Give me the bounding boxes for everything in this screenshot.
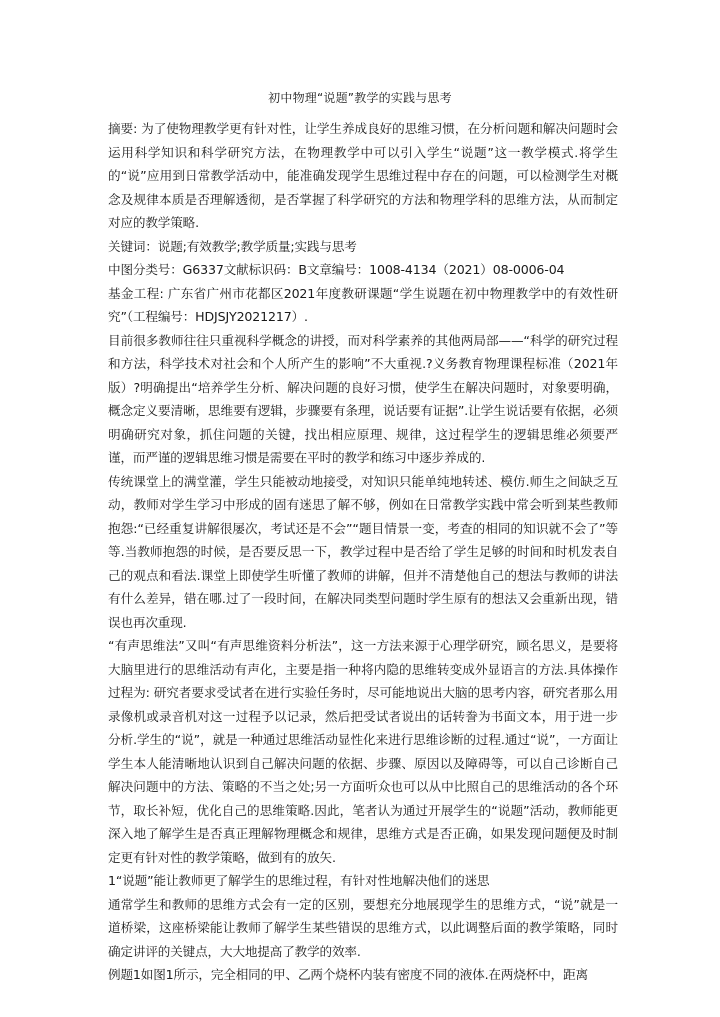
body-paragraph: 目前很多教师往往只重视科学概念的讲授，而对科学素养的其他两局部——“科学的研究过程和方法，科学技术对社会和个人所产生的影响”不大重视.?义务教育物理课程标准（2021年版）?明确提出“培养学生分析、解决问题的良好习惯，使学生在解决问题时，对象要明确，概念定义要清晰，思维要有逻辑，步骤要有条理，说话要有证据”.让学生说话要有依据，必须明确研究对象，抓住问题的关键，找出相应原理、规律，这过程学生的逻辑思维必须要严谨，而严谨的逻辑思维习惯是需要在平时的教学和练习中逐步养成的. — [108, 332, 618, 465]
body-paragraph: 通常学生和教师的思维方式会有一定的区别，要想充分地展现学生的思维方式，“说”就是一道桥梁，这座桥梁能让教师了解学生某些错误的思维方式，以此调整后面的教学策略，同时确定讲评的关键点，大大地提高了教学的效率. — [108, 896, 618, 959]
example-paragraph: 例题1如图1所示，完全相同的甲、乙两个烧杯内装有密度不同的液体.在两烧杯中，距离 — [108, 967, 588, 982]
body-paragraph: “有声思维法”又叫“有声思维资料分析法”，这一方法来源于心理学研究，顾名思义，是要将大脑里进行的思维活动有声化，主要是指一种将内隐的思维转变成外显语言的方法.具体操作过程为: 研究者要求受试者在进行实验任务时，尽可能地说出大脑的思考内容，研究者那么用录像机或录音机对这一过程予以记录，然后把受试者说出的话转誊为书面文本，用于进一步分析.学生的“说”，就是一种通过思维活动显性化来进行思维诊断的过程.通过“说”，一方面让学生本人能清晰地认识到自己解决问题的依据、步骤、原因以及障碍等，可以自己诊断自己解决问题中的方法、策略的不当之处;另一方面听众也可以从中比照自己的思维活动的各个环节，取长补短，优化自己的思维策略.因此，笔者认为通过开展学生的“说题”活动，教师能更深入地了解学生是否真正理解物理概念和规律，思维方式是否正确，如果发现问题便及时制定更有针对性的教学策略，做到有的放矢. — [108, 638, 618, 865]
classification-line: 中图分类号：G6337文献标识码：B文章编号：1008-4134（2021）08-0006-04 — [108, 262, 565, 277]
abstract-paragraph: 摘要: 为了使物理教学更有针对性，让学生养成良好的思维习惯，在分析问题和解决问题时会运用科学知识和科学研究方法，在物理教学中可以引入学生“说题”这一教学模式.将学生的“说”应用到日常教学活动中，能准确发现学生思维过程中存在的问题，可以检测学生对概念及规律本质是否理解透彻，是否掌握了科学研究的方法和物理学科的思维方法，从而制定对应的教学策略. — [108, 121, 618, 230]
body-paragraph: 传统课堂上的满堂灌，学生只能被动地接受，对知识只能单纯地转述、模仿.师生之间缺乏互动，教师对学生学习中形成的固有迷思了解不够，例如在日常教学实践中常会听到某些教师抱怨:“已经重复讲解很屡次，考试还是不会”“题目情景一变，考查的相同的知识就不会了”等等.当教师抱怨的时候，是否要反思一下，教学过程中是否给了学生足够的时间和时机发表自己的观点和看法.课堂上即使学生听懂了教师的讲解，但并不清楚他自己的想法与教师的讲法有什么差异，错在哪.过了一段时间，在解决同类型问题时学生原有的想法又会重新出现，错误也再次重现. — [108, 473, 618, 630]
section-heading: 1“说题”能让教师更了解学生的思维过程，有针对性地解决他们的迷思 — [108, 873, 490, 888]
keywords-line: 关键词：说题;有效教学;教学质量;实践与思考 — [108, 238, 357, 254]
document-title: 初中物理“说题”教学的实践与思考 — [268, 91, 452, 105]
funding-paragraph: 基金工程: 广东省广州市花都区2021年度教研课题“学生说题在初中物理教学中的有效性研究”（工程编号：HDJSJY2021217）. — [108, 285, 618, 324]
document-body — [108, 117, 618, 987]
